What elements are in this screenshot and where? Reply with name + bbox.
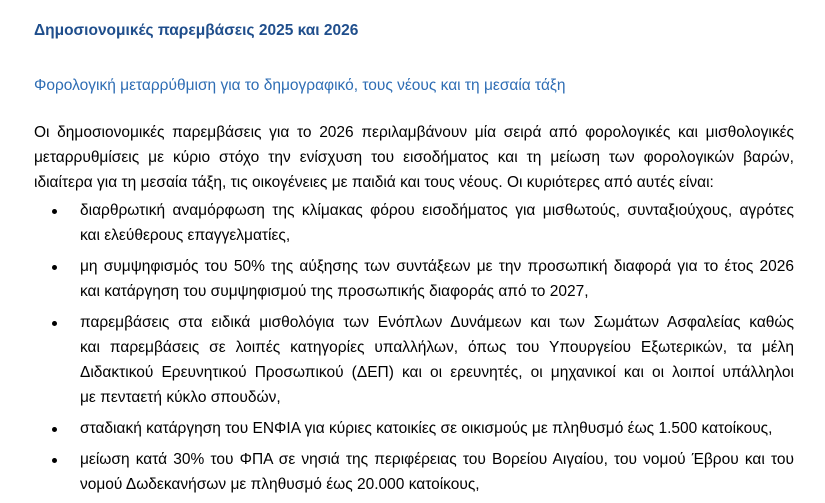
bullet-icon: [52, 427, 57, 432]
bullet-line: με πενταετή κύκλο σπουδών,: [80, 389, 281, 406]
bullet-line: Διδακτικού Ερευνητικού Προσωπικού (ΔΕΠ) και οι ερευνητές, οι μηχανικοί και οι λοιποί υπάλληλοι: [80, 364, 794, 381]
bullet-line: μείωση κατά 30% του ΦΠΑ σε νησιά της περιφέρειας του Βορείου Αιγαίου, του νομού Έβρου και του: [80, 451, 794, 468]
bullet-item: [0, 310, 794, 410]
bullet-line: διαρθρωτική αναμόρφωση της κλίμακας φόρου εισοδήματος για μισθωτούς, συνταξιούχους, αγρότες: [80, 202, 794, 219]
intro-line: μεταρρυθμίσεις με κύριο στόχο την ενίσχυση του εισοδήματος και τη μείωση των φορολογικών βαρών,: [34, 149, 794, 166]
bullet-line: νομού Δωδεκανήσων με πληθυσμό έως 20.000 κατοίκους,: [80, 476, 480, 493]
intro-line: ιδιαίτερα για τη μεσαία τάξη, τις οικογένειες με παιδιά και τους νέους. Οι κυριότερες από αυτές είναι:: [34, 174, 714, 191]
bullet-item: [0, 254, 794, 304]
bullet-icon: [52, 209, 57, 214]
bullet-line: και κατάργηση του συμψηφισμού της προσωπικής διαφοράς από το 2027,: [80, 283, 589, 300]
intro-line: Οι δημοσιονομικές παρεμβάσεις για το 2026 περιλαμβάνουν μία σειρά από φορολογικές και μισθολογικές: [34, 124, 794, 141]
bullet-line: μη συμψηφισμός του 50% της αύξησης των συντάξεων με την προσωπική διαφορά για το έτος 2026: [80, 258, 794, 275]
bullet-list: [0, 198, 825, 503]
bullet-line: σταδιακή κατάργηση του ΕΝΦΙΑ για κύριες κατοικίες σε οικισμούς με πληθυσμό έως 1.500 κατοίκους,: [80, 420, 773, 437]
bullet-line: παρεμβάσεις στα ειδικά μισθολόγια των Ενόπλων Δυνάμεων και των Σωμάτων Ασφαλείας καθώς: [80, 314, 794, 331]
bullet-line: και ελεύθερους επαγγελματίες,: [80, 227, 291, 244]
bullet-icon: [52, 265, 57, 270]
bullet-icon: [52, 458, 57, 463]
subsection-heading: Φορολογική μεταρρύθμιση για το δημογραφικό, τους νέους και τη μεσαία τάξη: [34, 77, 566, 94]
bullet-item: [0, 198, 794, 248]
bullet-icon: [52, 321, 57, 326]
bullet-line: και παρεμβάσεις σε λοιπές κατηγορίες υπαλλήλων, όπως του Υπουργείου Εξωτερικών, τα μέλη: [80, 339, 794, 356]
intro-paragraph: [34, 120, 794, 195]
section-heading: Δημοσιονομικές παρεμβάσεις 2025 και 2026: [34, 22, 359, 39]
bullet-item: [0, 447, 794, 497]
bullet-item: [0, 416, 794, 441]
